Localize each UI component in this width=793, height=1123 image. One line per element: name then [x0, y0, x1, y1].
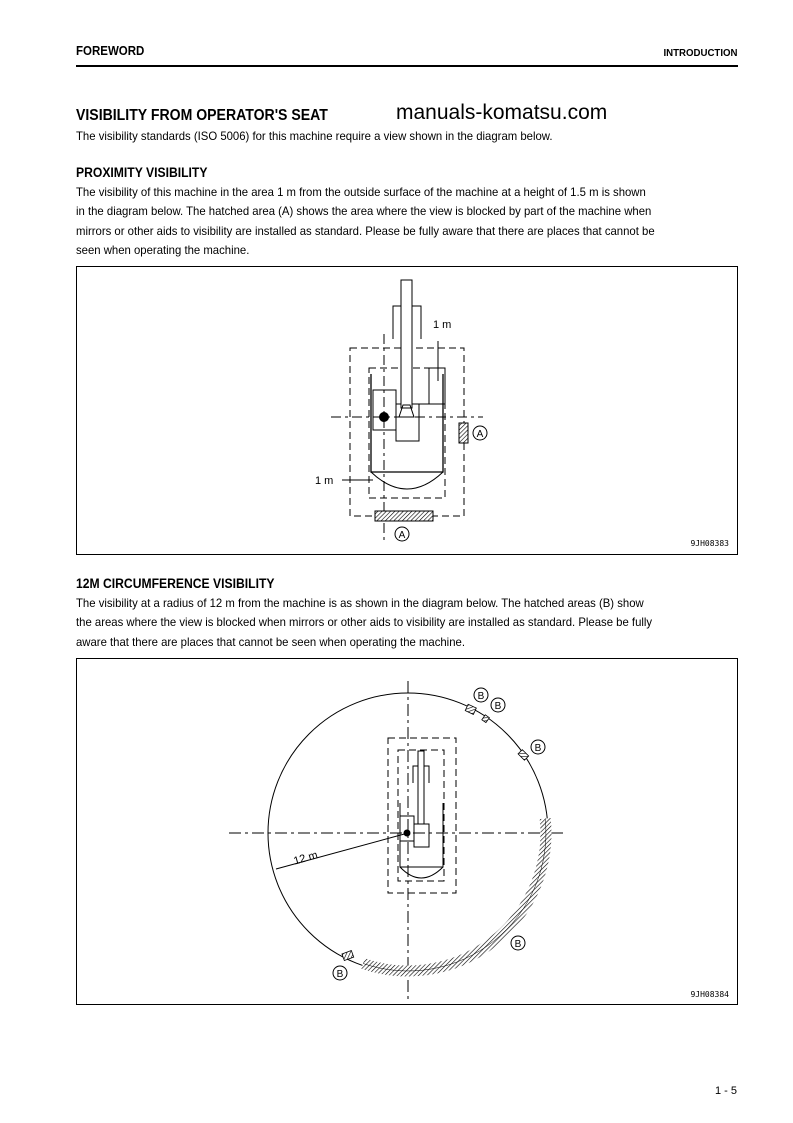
figure-code: 9JH08383 [690, 539, 729, 548]
circumference-figure [76, 658, 738, 1005]
radius-label: 12 m [292, 849, 320, 868]
hatched-area-right [459, 423, 468, 443]
area-b-label: B [336, 969, 344, 980]
area-a-label-right: A [476, 429, 484, 440]
intro-text: The visibility standards (ISO 5006) for this machine require a view shown in the diagram below. [76, 129, 553, 143]
boom [401, 280, 412, 408]
hatched-area-b4 [342, 951, 354, 961]
proximity-diagram [77, 267, 737, 554]
header-section: INTRODUCTION [662, 47, 737, 59]
area-b-label: B [494, 701, 502, 712]
proximity-text: The visibility of this machine in the area 1 m from the outside surface of the machine at a height of 1.5 m is shown in the diagram below. The hatched area (A) shows the area where the view is blocked by part of the machine when mirrors or other aids to visibility are installed as standard. Please be fully aware that there are places that cannot be seen when operating the machine. [76, 185, 655, 257]
area-b-label: B [534, 743, 542, 754]
page-number: 1 - 5 [714, 1085, 737, 1097]
dim-1m-left: 1 m [315, 475, 334, 487]
operator-eye-point [379, 412, 389, 422]
area-b-label: B [514, 939, 522, 950]
proximity-figure [76, 266, 738, 555]
area-a-label-rear: A [398, 530, 406, 541]
section-title: VISIBILITY FROM OPERATOR'S SEAT [76, 107, 328, 124]
circumference-text: The visibility at a radius of 12 m from the machine is as shown in the diagram below. The hatched areas (B) show the areas where the view is blocked when mirrors or other aids to visibility are installed as standard. Please be fully aware that there are places that cannot be seen when operating the machine. [76, 596, 653, 649]
hatched-area-rear [375, 511, 433, 521]
watermark: manuals-komatsu.com [396, 101, 608, 124]
dim-1m-top: 1 m [433, 319, 452, 331]
area-b-label: B [477, 691, 485, 702]
header-rule [76, 65, 738, 67]
hatched-area-b2 [482, 715, 490, 723]
circumference-title: 12M CIRCUMFERENCE VISIBILITY [76, 576, 275, 591]
proximity-title: PROXIMITY VISIBILITY [76, 165, 208, 180]
header-chapter: FOREWORD [76, 44, 145, 58]
circumference-diagram [77, 659, 737, 1004]
figure-code: 9JH08384 [690, 990, 729, 999]
